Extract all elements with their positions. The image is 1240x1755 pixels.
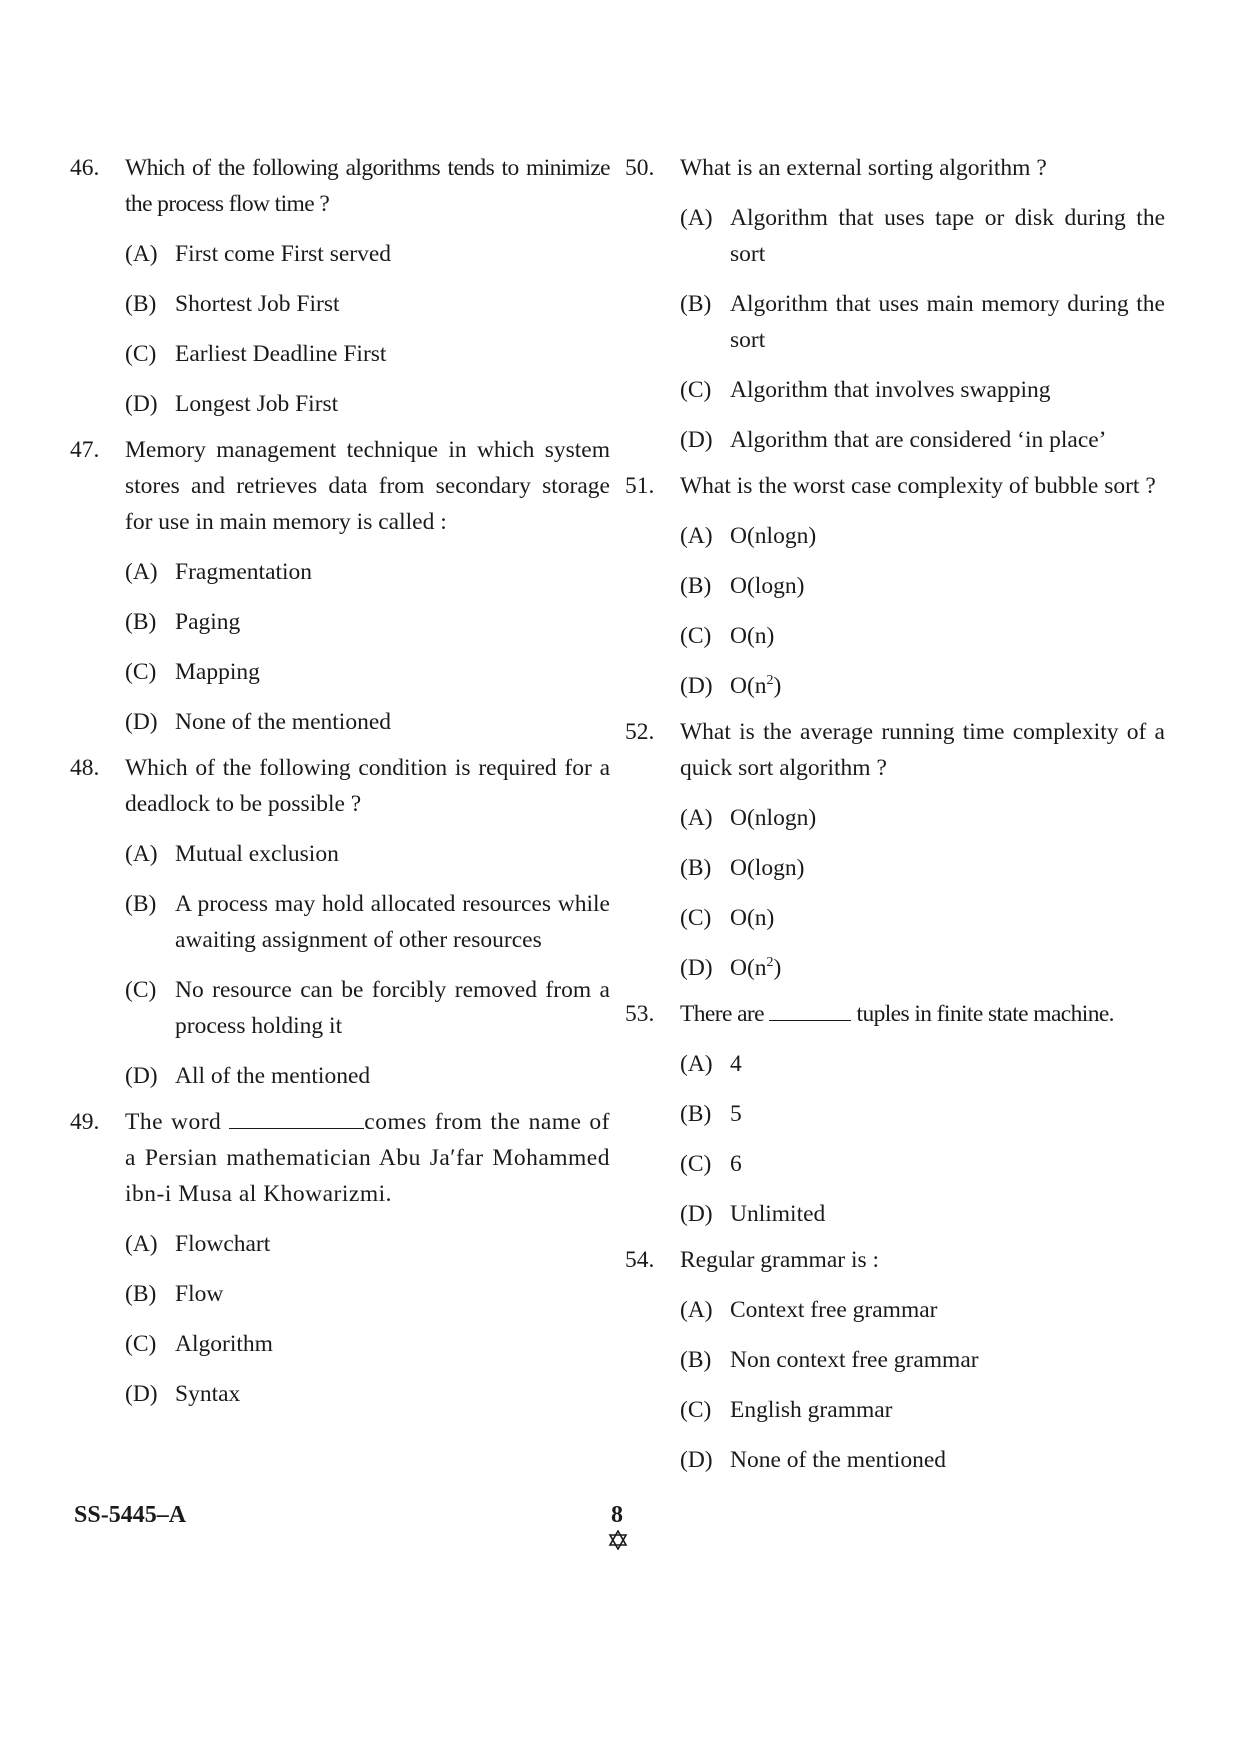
- superscript: 2: [766, 955, 774, 971]
- option-label: (C): [125, 659, 157, 685]
- option-text: Algorithm: [175, 1331, 273, 1357]
- option-b: [125, 604, 610, 640]
- option-label: (B): [680, 1347, 712, 1373]
- option-c: [680, 372, 1165, 408]
- option-a: [125, 836, 610, 872]
- option-c: [680, 1146, 1165, 1182]
- question-text: Which of the following condition is required for a deadlock to be possible ?: [125, 755, 610, 817]
- option-text: Non context free grammar: [730, 1347, 979, 1373]
- question-number: 47.: [70, 437, 100, 463]
- option-text: Syntax: [175, 1381, 241, 1407]
- option-label: (A): [680, 1051, 713, 1077]
- option-b: [680, 850, 1165, 886]
- option-d: [125, 1058, 610, 1094]
- option-d: [680, 950, 1165, 986]
- option-a: [680, 518, 1165, 554]
- option-label: (D): [680, 427, 713, 453]
- question-text-before: There are: [680, 1001, 764, 1027]
- option-label: (B): [125, 609, 157, 635]
- superscript: 2: [766, 673, 774, 689]
- option-text: 6: [730, 1151, 742, 1177]
- question-51: [625, 468, 1165, 704]
- left-column: [70, 150, 610, 1422]
- option-d: [680, 1196, 1165, 1232]
- option-label: (D): [125, 1381, 158, 1407]
- question-48: [70, 750, 610, 1094]
- option-text: 4: [730, 1051, 742, 1077]
- option-label: (A): [680, 1297, 713, 1323]
- option-text: O(nlogn): [730, 523, 817, 549]
- right-column: [625, 150, 1165, 1488]
- option-label: (C): [125, 341, 157, 367]
- option-a: [680, 800, 1165, 836]
- question-text: [125, 1104, 610, 1212]
- fill-in-blank: [229, 1110, 364, 1129]
- booklet-code: SS-5445–A: [74, 1502, 187, 1528]
- option-d: [125, 386, 610, 422]
- option-text-end: ): [773, 955, 782, 981]
- question-46: [70, 150, 610, 422]
- option-label: (D): [125, 709, 158, 735]
- option-text: Paging: [175, 609, 241, 635]
- option-text: Algorithm that uses main memory during the sort: [730, 291, 1165, 353]
- option-text: O(n): [730, 623, 775, 649]
- question-text-after: comes from the name of a Persian mathematician Abu Ja′far Mohammed ibn-i Musa al Khowarizmi.: [125, 1109, 610, 1207]
- option-a: [680, 200, 1165, 272]
- option-text: Mapping: [175, 659, 260, 685]
- question-49: [70, 1104, 610, 1412]
- question-number: 53.: [625, 1001, 655, 1027]
- option-label: (C): [680, 1151, 712, 1177]
- option-label: (C): [680, 1397, 712, 1423]
- option-label: (A): [125, 1231, 158, 1257]
- option-a: [680, 1046, 1165, 1082]
- question-text-after: tuples in finite state machine.: [856, 1001, 1114, 1027]
- option-text-end: ): [773, 673, 782, 699]
- option-label: (C): [680, 905, 712, 931]
- option-c: [680, 1392, 1165, 1428]
- option-d: [680, 1442, 1165, 1478]
- question-text: Which of the following algorithms tends to minimize the process flow time ?: [125, 155, 610, 217]
- option-text: Shortest Job First: [175, 291, 340, 317]
- option-b: [680, 286, 1165, 358]
- option-label: (A): [680, 523, 713, 549]
- option-label: (D): [680, 673, 713, 699]
- option-c: [125, 654, 610, 690]
- option-label: (B): [680, 1101, 712, 1127]
- option-text: 5: [730, 1101, 742, 1127]
- option-b: [125, 886, 610, 958]
- option-a: [125, 236, 610, 272]
- option-text-base: O(n: [730, 955, 767, 981]
- option-b: [125, 1276, 610, 1312]
- option-a: [125, 554, 610, 590]
- option-b: [680, 1342, 1165, 1378]
- option-c: [680, 618, 1165, 654]
- question-number: 46.: [70, 155, 100, 181]
- option-b: [680, 568, 1165, 604]
- question-number: 51.: [625, 473, 655, 499]
- option-label: (A): [125, 841, 158, 867]
- option-d: [125, 1376, 610, 1412]
- option-text: [730, 955, 781, 981]
- question-text: Memory management technique in which system stores and retrieves data from secondary storage for use in main memory is called :: [125, 437, 610, 535]
- option-label: (A): [125, 559, 158, 585]
- option-label: (B): [680, 291, 712, 317]
- option-d: [680, 668, 1165, 704]
- page-number: 8: [611, 1502, 623, 1528]
- option-text: O(nlogn): [730, 805, 817, 831]
- option-label: (A): [125, 241, 158, 267]
- option-text: Unlimited: [730, 1201, 826, 1227]
- option-label: (D): [680, 955, 713, 981]
- option-text: O(logn): [730, 855, 805, 881]
- option-c: [680, 900, 1165, 936]
- option-label: (C): [680, 623, 712, 649]
- option-text: A process may hold allocated resources while awaiting assignment of other resources: [175, 891, 610, 953]
- option-text: Longest Job First: [175, 391, 339, 417]
- question-47: [70, 432, 610, 740]
- option-text: O(logn): [730, 573, 805, 599]
- option-text: Earliest Deadline First: [175, 341, 387, 367]
- option-label: (C): [125, 977, 157, 1003]
- question-text: Regular grammar is :: [680, 1247, 880, 1273]
- option-text: Algorithm that are considered ‘in place’: [730, 427, 1107, 453]
- option-label: (B): [125, 891, 157, 917]
- question-54: [625, 1242, 1165, 1478]
- option-text: Context free grammar: [730, 1297, 938, 1323]
- option-label: (A): [680, 205, 713, 231]
- question-number: 48.: [70, 755, 100, 781]
- fill-in-blank: [769, 1002, 851, 1021]
- option-d: [680, 422, 1165, 458]
- option-text: Algorithm that involves swapping: [730, 377, 1051, 403]
- option-label: (D): [125, 391, 158, 417]
- option-a: [125, 1226, 610, 1262]
- option-label: (D): [125, 1063, 158, 1089]
- question-53: [625, 996, 1165, 1232]
- option-a: [680, 1292, 1165, 1328]
- question-50: [625, 150, 1165, 458]
- option-b: [125, 286, 610, 322]
- six-pointed-star-icon: [608, 1530, 628, 1550]
- option-label: (C): [680, 377, 712, 403]
- option-label: (D): [680, 1201, 713, 1227]
- question-number: 52.: [625, 719, 655, 745]
- question-text: What is the average running time complexity of a quick sort algorithm ?: [680, 719, 1165, 781]
- option-text: All of the mentioned: [175, 1063, 371, 1089]
- question-text: [680, 996, 1165, 1032]
- option-label: (B): [680, 573, 712, 599]
- option-text: First come First served: [175, 241, 392, 267]
- option-c: [125, 336, 610, 372]
- option-text: Fragmentation: [175, 559, 313, 585]
- option-label: (A): [680, 805, 713, 831]
- option-text: Mutual exclusion: [175, 841, 339, 867]
- option-text: [730, 673, 781, 699]
- option-text: Flow: [175, 1281, 224, 1307]
- option-text-base: O(n: [730, 673, 767, 699]
- question-52: [625, 714, 1165, 986]
- option-label: (B): [125, 291, 157, 317]
- option-label: (D): [680, 1447, 713, 1473]
- option-text: Flowchart: [175, 1231, 271, 1257]
- option-text: None of the mentioned: [730, 1447, 947, 1473]
- option-c: [125, 972, 610, 1044]
- option-text: No resource can be forcibly removed from a process holding it: [175, 977, 610, 1039]
- option-text: O(n): [730, 905, 775, 931]
- question-number: 54.: [625, 1247, 655, 1273]
- question-text: What is the worst case complexity of bubble sort ?: [680, 473, 1156, 499]
- option-d: [125, 704, 610, 740]
- option-text: Algorithm that uses tape or disk during the sort: [730, 205, 1165, 267]
- option-label: (C): [125, 1331, 157, 1357]
- option-label: (B): [125, 1281, 157, 1307]
- option-c: [125, 1326, 610, 1362]
- option-text: None of the mentioned: [175, 709, 392, 735]
- question-text: What is an external sorting algorithm ?: [680, 155, 1047, 181]
- question-number: 49.: [70, 1109, 100, 1135]
- option-text: English grammar: [730, 1397, 893, 1423]
- option-label: (B): [680, 855, 712, 881]
- option-b: [680, 1096, 1165, 1132]
- question-text-before: The word: [125, 1109, 222, 1135]
- question-number: 50.: [625, 155, 655, 181]
